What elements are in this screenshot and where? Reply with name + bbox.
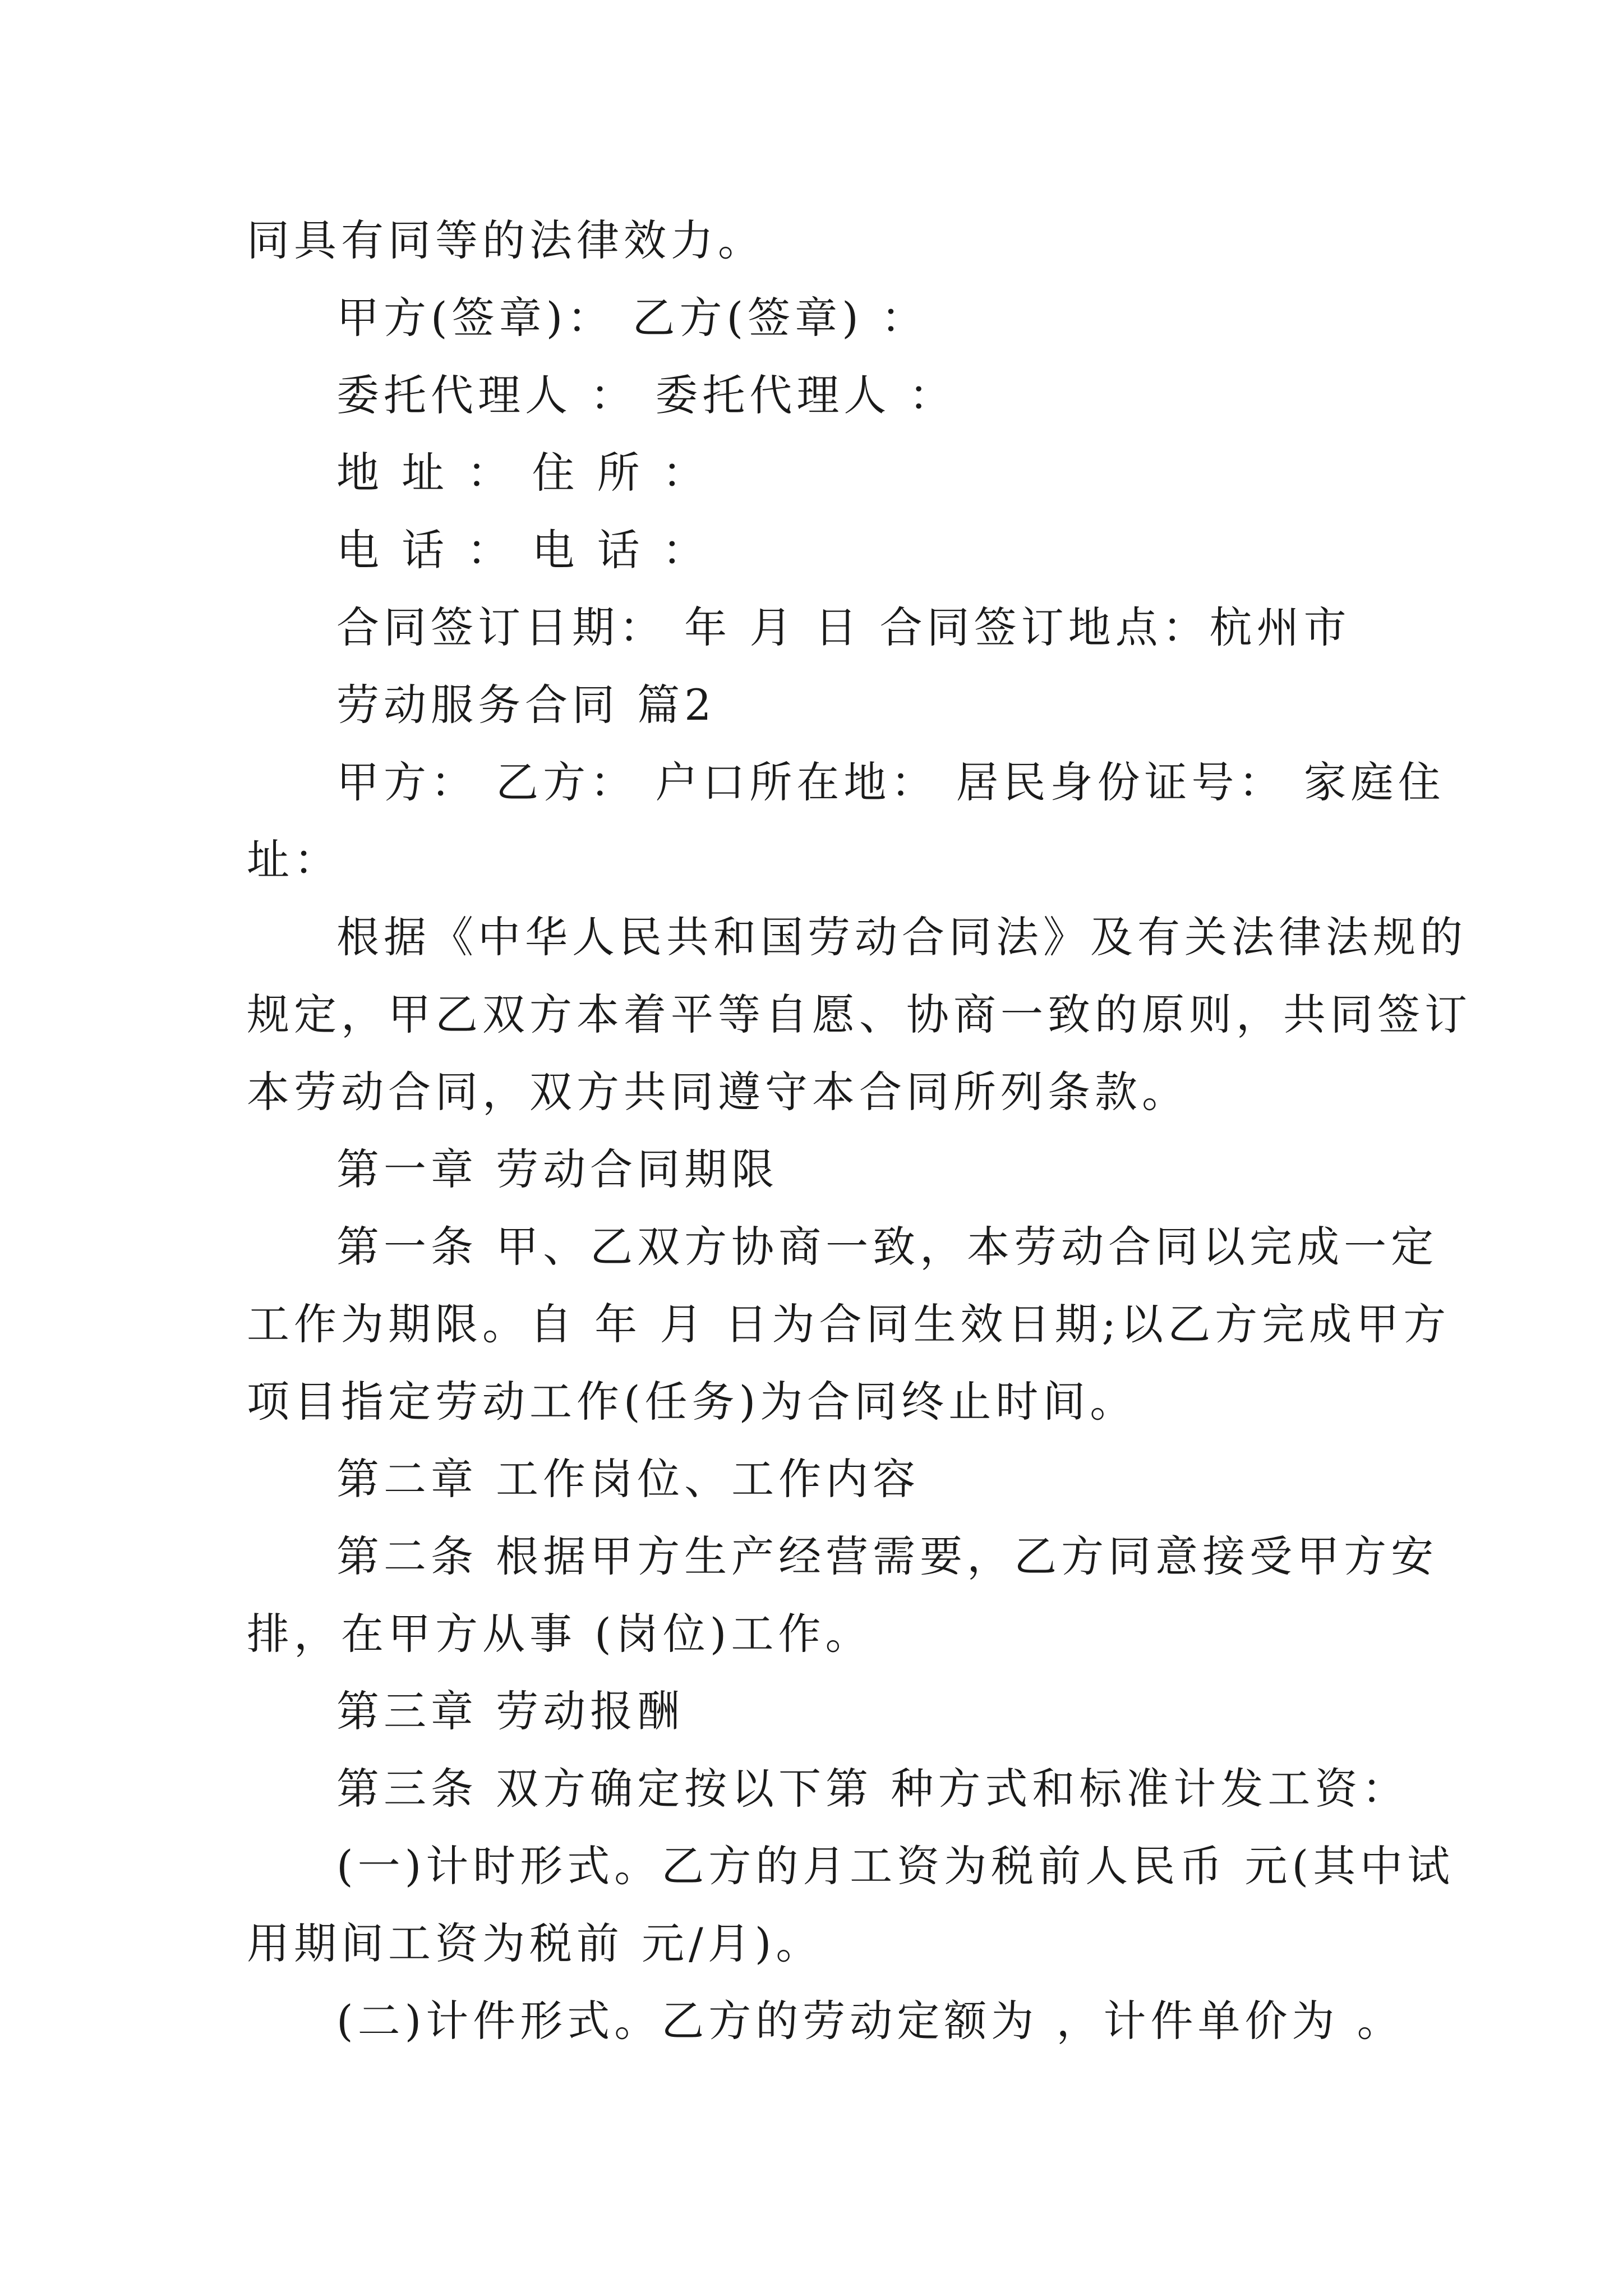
text-line: 工作为期限。自 年 月 日为合同生效日期;以乙方完成甲方 — [247, 1299, 1451, 1349]
text-line: 第三条 双方确定按以下第 种方式和标准计发工资： — [336, 1764, 1409, 1814]
section-heading: 劳动服务合同 篇2 — [336, 680, 716, 730]
text-line: 根据《中华人民共和国劳动合同法》及有关法律法规的 — [336, 912, 1467, 962]
chapter-heading: 第三章 劳动报酬 — [336, 1686, 685, 1736]
text-line: 第二条 根据甲方生产经营需要，乙方同意接受甲方安 — [336, 1531, 1438, 1581]
text-line: 本劳动合同，双方共同遵守本合同所列条款。 — [247, 1067, 1189, 1117]
chapter-heading: 第一章 劳动合同期限 — [336, 1144, 779, 1194]
text-line: (一)计时形式。乙方的月工资为税前人民币 元(其中试 — [336, 1841, 1455, 1891]
text-line: 甲方： 乙方： 户口所在地： 居民身份证号： 家庭住 — [336, 757, 1445, 807]
text-line: 委托代理人 ： 委托代理人 ： — [336, 370, 956, 420]
text-line: 用期间工资为税前 元/月)。 — [247, 1918, 823, 1968]
chapter-heading: 第二章 工作岗位、工作内容 — [336, 1454, 920, 1504]
text-line: 同具有同等的法律效力。 — [247, 215, 765, 265]
text-line: 第一条 甲、乙双方协商一致，本劳动合同以完成一定 — [336, 1222, 1438, 1272]
text-line: 规定，甲乙双方本着平等自愿、协商一致的原则，共同签订 — [247, 990, 1472, 1039]
text-line: (二)计件形式。乙方的劳动定额为 ，计件单价为 。 — [336, 1996, 1404, 2046]
text-line: 排，在甲方从事 (岗位)工作。 — [247, 1609, 873, 1659]
contract-text — [247, 202, 1472, 2060]
text-line: 地 址 ： 住 所 ： — [336, 448, 709, 498]
text-line: 合同签订日期： 年 月 日 合同签订地点：杭州市 — [336, 602, 1351, 652]
text-line: 项目指定劳动工作(任务)为合同终止时间。 — [247, 1377, 1137, 1427]
text-line: 址： — [247, 835, 341, 885]
text-line: 甲方(签章)： 乙方(签章) ： — [336, 293, 928, 343]
text-line: 电 话 ： 电 话 ： — [336, 525, 709, 575]
